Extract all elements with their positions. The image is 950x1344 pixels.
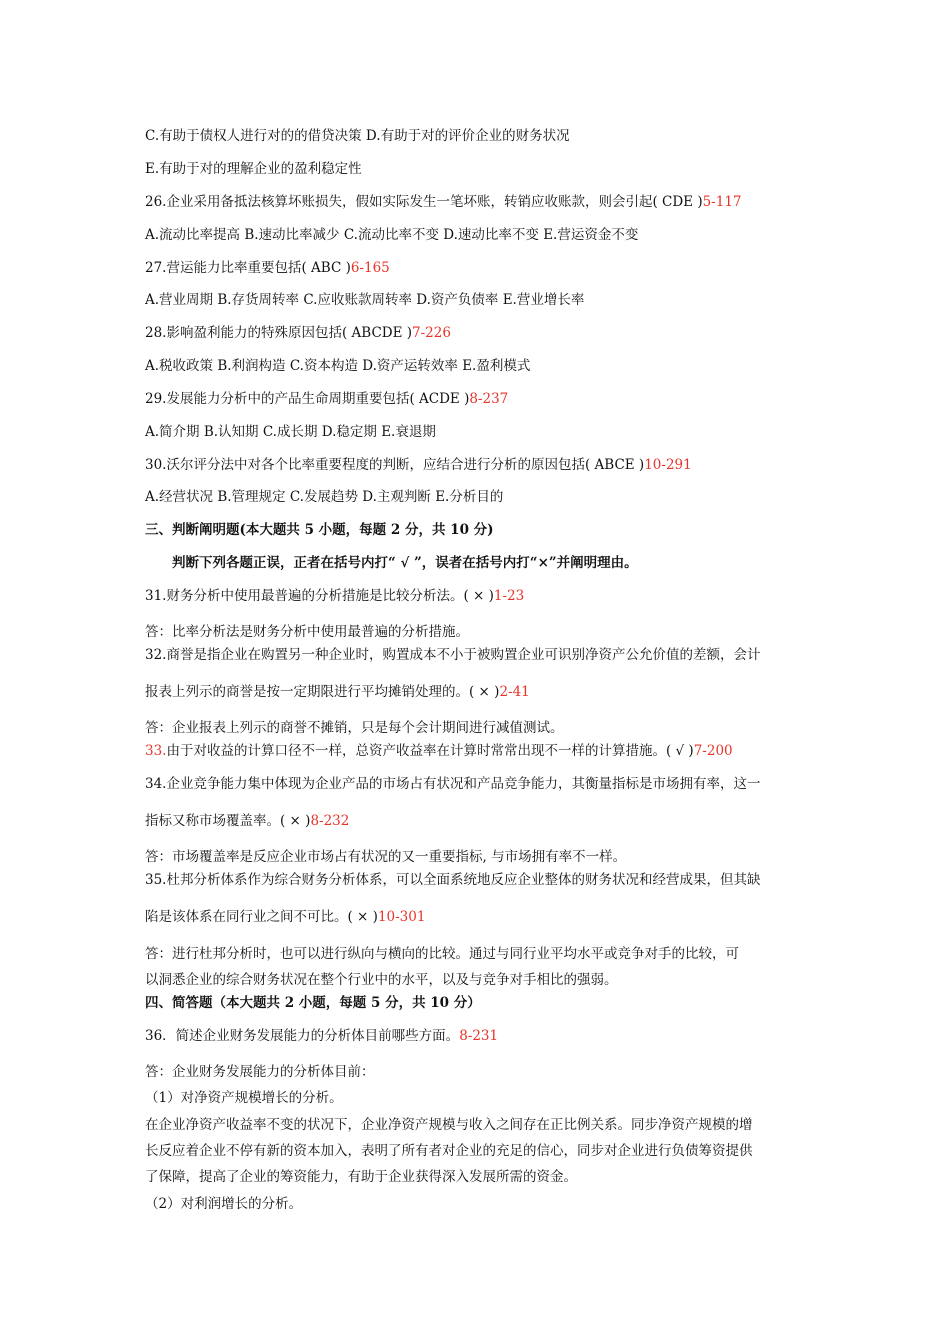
question-26: 26.企业采用备抵法核算坏账损失，假如实际发生一笔坏账，转销应收账款，则会引起( CDE )5-117 bbox=[145, 194, 742, 210]
question-28: 28.影响盈利能力的特殊原因包括( ABCDE )7-226 bbox=[145, 325, 451, 341]
option-line: A.税收政策 B.利润构造 C.资本构造 D.资产运转效率 E.盈利模式 bbox=[145, 358, 531, 374]
page-ref: 10-291 bbox=[644, 457, 692, 473]
page-ref: 7-226 bbox=[412, 325, 451, 341]
option-line: A.营业周期 B.存货周转率 C.应收账款周转率 D.资产负债率 E.营业增长率 bbox=[145, 292, 585, 308]
answer-34: 答：市场覆盖率是反应企业市场占有状况的又一重要指标, 与市场拥有率不一样。 bbox=[145, 849, 627, 865]
answer-36-item-1: （1）对净资产规模增长的分析。 bbox=[145, 1090, 343, 1106]
answer-36: 答：企业财务发展能力的分析体目前： bbox=[145, 1064, 375, 1080]
question-32-cont: 报表上列示的商誉是按一定期限进行平均摊销处理的。( × )2-41 bbox=[145, 684, 530, 700]
question-36: 36．简述企业财务发展能力的分析体目前哪些方面。8-231 bbox=[145, 1028, 499, 1044]
answer-36-para: 长反应着企业不停有新的资本加入，表明了所有者对企业的充足的信心，同步对企业进行负债筹资提供 bbox=[145, 1143, 753, 1159]
section-heading-3: 三、判断阐明题(本大题共 5 小题，每题 2 分，共 10 分) bbox=[145, 522, 494, 538]
option-line: A.简介期 B.认知期 C.成长期 D.稳定期 E.衰退期 bbox=[145, 424, 436, 440]
answer-31: 答：比率分析法是财务分析中使用最普遍的分析措施。 bbox=[145, 624, 469, 640]
page-ref: 10-301 bbox=[377, 909, 426, 925]
option-line: E.有助于对的理解企业的盈利稳定性 bbox=[145, 161, 362, 177]
answer-36-para: 在企业净资产收益率不变的状况下，企业净资产规模与收入之间存在正比例关系。同步净资产规模的增 bbox=[145, 1117, 753, 1133]
answer-36-item-2: （2）对利润增长的分析。 bbox=[145, 1196, 303, 1212]
page-ref: 2-41 bbox=[499, 684, 530, 700]
page-ref: 5-117 bbox=[702, 194, 742, 210]
section-instruction: 判断下列各题正误，正者在括号内打“ √ ”，误者在括号内打“×”并阐明理由。 bbox=[172, 555, 638, 571]
answer-32: 答：企业报表上列示的商誉不摊销，只是每个会计期间进行减值测试。 bbox=[145, 720, 564, 736]
page-ref: 7-200 bbox=[693, 743, 733, 759]
question-35-cont: 陷是该体系在同行业之间不可比。( × )10-301 bbox=[145, 909, 426, 925]
section-heading-4: 四、简答题（本大题共 2 小题，每题 5 分，共 10 分） bbox=[145, 995, 481, 1011]
question-33: 33.由于对收益的计算口径不一样，总资产收益率在计算时常常出现不一样的计算措施。( √ )7-200 bbox=[145, 743, 733, 759]
answer-36-para: 了保障，提高了企业的筹资能力，有助于企业获得深入发展所需的资金。 bbox=[145, 1169, 577, 1185]
question-30: 30.沃尔评分法中对各个比率重要程度的判断，应结合进行分析的原因包括( ABCE )10-291 bbox=[145, 457, 692, 473]
question-35: 35.杜邦分析体系作为综合财务分析体系，可以全面系统地反应企业整体的财务状况和经营成果，但其缺 bbox=[145, 872, 761, 888]
option-line: A.流动比率提高 B.速动比率减少 C.流动比率不变 D.速动比率不变 E.营运资金不变 bbox=[145, 227, 639, 243]
question-32: 32.商誉是指企业在购置另一种企业时，购置成本不小于被购置企业可识别净资产公允价值的差额，会计 bbox=[145, 647, 761, 663]
page-ref: 6-165 bbox=[350, 260, 390, 276]
question-34-cont: 指标又称市场覆盖率。( × )8-232 bbox=[145, 813, 350, 829]
page-ref: 1-23 bbox=[493, 588, 525, 604]
answer-35: 答：进行杜邦分析时，也可以进行纵向与横向的比较。通过与同行业平均水平或竞争对手的比较，可 bbox=[145, 946, 739, 962]
question-27: 27.营运能力比率重要包括( ABC )6-165 bbox=[145, 260, 390, 276]
page-ref: 8-237 bbox=[469, 391, 509, 407]
page-ref: 8-232 bbox=[310, 813, 350, 829]
question-29: 29.发展能力分析中的产品生命周期重要包括( ACDE )8-237 bbox=[145, 391, 509, 407]
question-31: 31.财务分析中使用最普遍的分析措施是比较分析法。( × )1-23 bbox=[145, 588, 525, 604]
option-line: C.有助于债权人进行对的的借贷决策 D.有助于对的评价企业的财务状况 bbox=[145, 128, 570, 144]
option-line: A.经营状况 B.管理规定 C.发展趋势 D.主观判断 E.分析目的 bbox=[145, 489, 504, 505]
page-ref: 8-231 bbox=[459, 1028, 499, 1044]
question-34: 34.企业竞争能力集中体现为企业产品的市场占有状况和产品竞争能力，其衡量指标是市场拥有率，这一 bbox=[145, 776, 761, 792]
answer-35-cont: 以洞悉企业的综合财务状况在整个行业中的水平，以及与竞争对手相比的强弱。 bbox=[145, 972, 618, 988]
